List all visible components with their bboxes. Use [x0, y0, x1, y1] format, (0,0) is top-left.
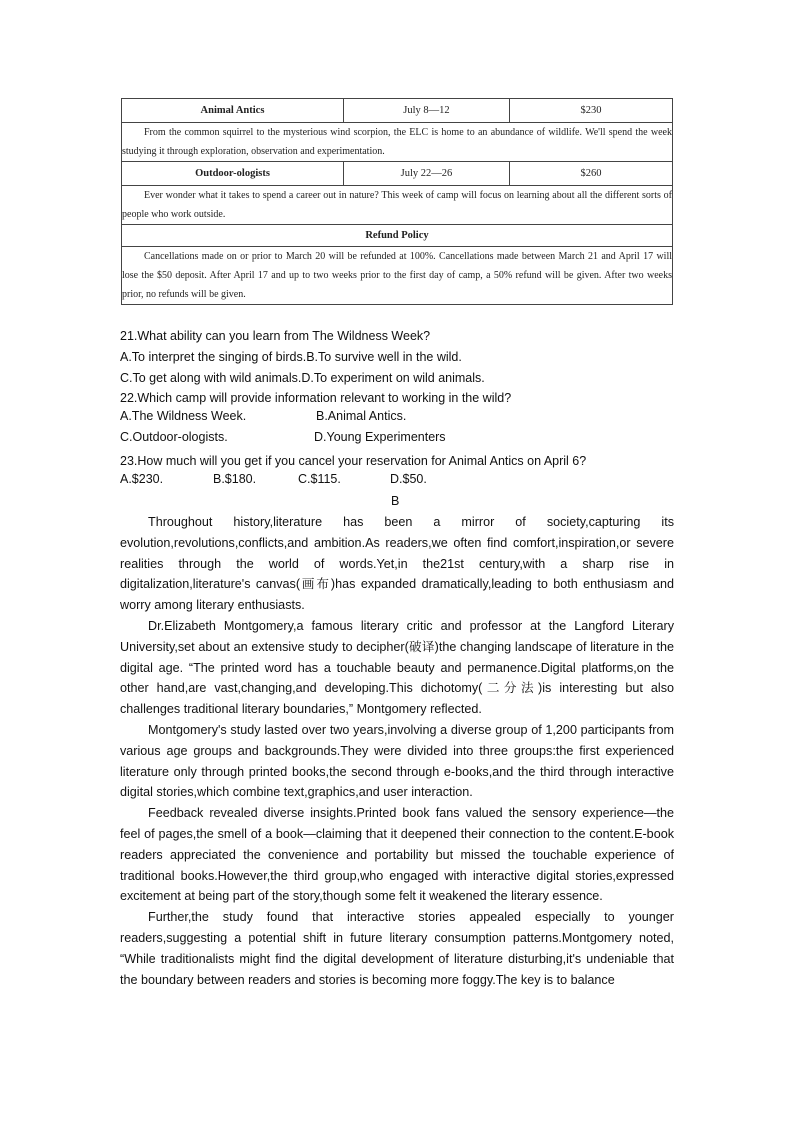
passage-paragraph: Throughout history,literature has been a mirror of society,capturing its evolution,revolutions,conflicts,and ambition.As readers,we often find comfort,inspiration,or severe realities through the world of words.Yet,in the21st century,with a sharp rise in digitalization,literature's canvas(画布)has expanded dramatically,leading to both enthusiasm and worry among literary enthusiasts. [120, 515, 674, 613]
camp-price: $260 [510, 162, 673, 186]
question-22-option-b: B.Animal Antics. [316, 409, 407, 423]
camp-description-row [122, 123, 673, 162]
question-23-option-c: C.$115. [298, 472, 341, 486]
section-letter: B [391, 494, 400, 508]
question-21-options-ab: A.To interpret the singing of birds.B.To survive well in the wild. [120, 350, 462, 364]
reading-passage [120, 512, 674, 990]
camp-price: $230 [510, 99, 673, 123]
camp-description-row [122, 186, 673, 225]
refund-policy-title-row [122, 225, 673, 247]
camp-name: Animal Antics [122, 99, 344, 123]
refund-policy-text: Cancellations made on or prior to March 20 will be refunded at 100%. Cancellations made between March 21 and April 17 will lose the $50 deposit. After April 17 and up to two weeks prior to the first day of camp, a 50% refund will be given. After two weeks prior, no refunds will be given. [122, 251, 672, 300]
question-23-option-d: D.$50. [390, 472, 427, 486]
question-22-option-a: A.The Wildness Week. [120, 409, 247, 423]
question-23-stem: 23.How much will you get if you cancel your reservation for Animal Antics on April 6? [120, 454, 587, 468]
question-22-option-c: C.Outdoor-ologists. [120, 430, 228, 444]
question-22-option-d: D.Young Experimenters [314, 430, 446, 444]
camp-description: Ever wonder what it takes to spend a career out in nature? This week of camp will focus on learning about all the different sorts of people who work outside. [122, 190, 672, 220]
camp-dates: July 22—26 [344, 162, 510, 186]
refund-policy-row [122, 247, 673, 305]
refund-policy-title: Refund Policy [122, 225, 673, 247]
camp-row-animal-antics [122, 99, 673, 123]
question-23-option-b: B.$180. [213, 472, 257, 486]
camp-name: Outdoor-ologists [122, 162, 344, 186]
passage-paragraph: Feedback revealed diverse insights.Printed book fans valued the sensory experience—the feel of pages,the smell of a book—claiming that it deepened their connection to the content.E-book readers appreciated the convenience and portability but missed the touchable experience of traditional books.However,the third group,who engaged with interactive digital stories,expressed excitement at being part of the story,though some felt it weakened the literary essence. [120, 806, 674, 904]
passage-paragraph: Further,the study found that interactive stories appealed especially to younger readers,suggesting a potential shift in future literary consumption patterns.Montgomery noted, “While traditionalists might find the digital development of literature disturbing,it's undeniable that the boundary between readers and stories is becoming more foggy.The key is to balance [120, 910, 674, 987]
camp-description: From the common squirrel to the mysterious wind scorpion, the ELC is home to an abundance of wildlife. We'll spend the week studying it through exploration, observation and experimentation. [122, 127, 672, 157]
passage-paragraph: Dr.Elizabeth Montgomery,a famous literary critic and professor at the Langford Literary University,set about an extensive study to decipher(破译)the changing landscape of literature in the digital age. “The printed word has a touchable beauty and permanence.Digital platforms,on the other hand,are vast,changing,and developing.This dichotomy(二分法)is interesting but also challenges traditional literary boundaries,” Montgomery reflected. [120, 618, 674, 717]
camp-dates: July 8—12 [344, 99, 510, 123]
question-22-stem: 22.Which camp will provide information relevant to working in the wild? [120, 391, 512, 405]
passage-paragraph: Montgomery's study lasted over two years,involving a diverse group of 1,200 participants from various age groups and backgrounds.They were divided into three groups:the first experienced literature only through printed books,the second through e-books,and the third through interactive digital stories,which combine text,graphics,and user interaction. [120, 722, 674, 800]
camp-row-outdoor-ologists [122, 162, 673, 186]
question-21-options-cd: C.To get along with wild animals.D.To experiment on wild animals. [120, 371, 485, 385]
question-23-option-a: A.$230. [120, 472, 164, 486]
camp-schedule-table [121, 98, 673, 305]
question-21-stem: 21.What ability can you learn from The Wildness Week? [120, 329, 431, 343]
